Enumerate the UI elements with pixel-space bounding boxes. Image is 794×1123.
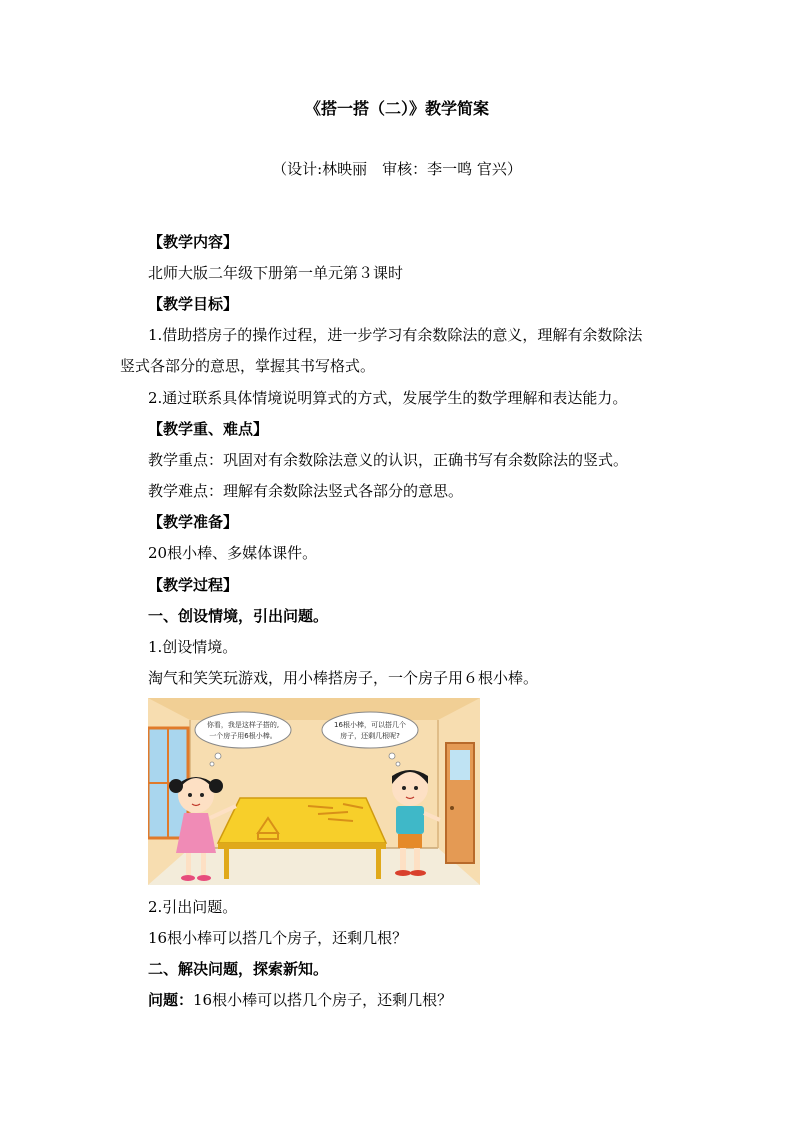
- goal-1-line2: 竖式各部分的意思，掌握其书写格式。: [120, 357, 376, 375]
- goal-2: 2.通过联系具体情境说明算式的方式，发展学生的数学理解和表达能力。: [148, 389, 628, 407]
- author-line: （设计:林映丽 审核：李一鸣 官兴）: [272, 160, 522, 178]
- step2-label: 2.引出问题。: [148, 898, 238, 916]
- key-point: 教学重点：巩固对有余数除法意义的认识，正确书写有余数除法的竖式。: [148, 451, 629, 469]
- left-bubble-line2: 一个房子用6根小棒。: [209, 732, 277, 740]
- difficult-point: 教学难点：理解有余数除法竖式各部分的意思。: [148, 482, 464, 500]
- step2-text: 16根小棒可以搭几个房子，还剩几根？: [148, 929, 408, 947]
- part1-heading: 一、创设情境，引出问题。: [148, 607, 329, 625]
- left-bubble-line1: 你看，我是这样子搭的,: [206, 721, 280, 729]
- right-bubble-line2: 房子，还剩几根呢?: [340, 732, 400, 740]
- step1-text: 淘气和笑笑玩游戏，用小棒搭房子，一个房子用６根小棒。: [148, 669, 539, 687]
- right-bubble-line1: 16根小棒，可以搭几个: [334, 721, 406, 729]
- goals-heading: 【教学目标】: [148, 295, 239, 313]
- process-heading: 【教学过程】: [148, 576, 239, 594]
- question-line: [148, 989, 452, 1011]
- goal-1-line1: 1.借助搭房子的操作过程，进一步学习有余数除法的意义，理解有余数除法: [148, 326, 643, 344]
- document-title: 《搭一搭（二）》教学简案: [304, 99, 489, 118]
- classroom-illustration: [148, 698, 480, 885]
- step1-label: 1.创设情境。: [148, 638, 238, 656]
- prep-heading: 【教学准备】: [148, 513, 239, 531]
- content-text: 北师大版二年级下册第一单元第３课时: [148, 264, 404, 282]
- content-heading: 【教学内容】: [148, 233, 239, 251]
- prep-text: 20根小棒、多媒体课件。: [148, 544, 318, 562]
- question-label: 问题：: [148, 991, 194, 1009]
- key-heading: 【教学重、难点】: [148, 420, 269, 438]
- part2-heading: 二、解决问题，探索新知。: [148, 960, 329, 978]
- question-text: 16根小棒可以搭几个房子，还剩几根？: [193, 991, 453, 1009]
